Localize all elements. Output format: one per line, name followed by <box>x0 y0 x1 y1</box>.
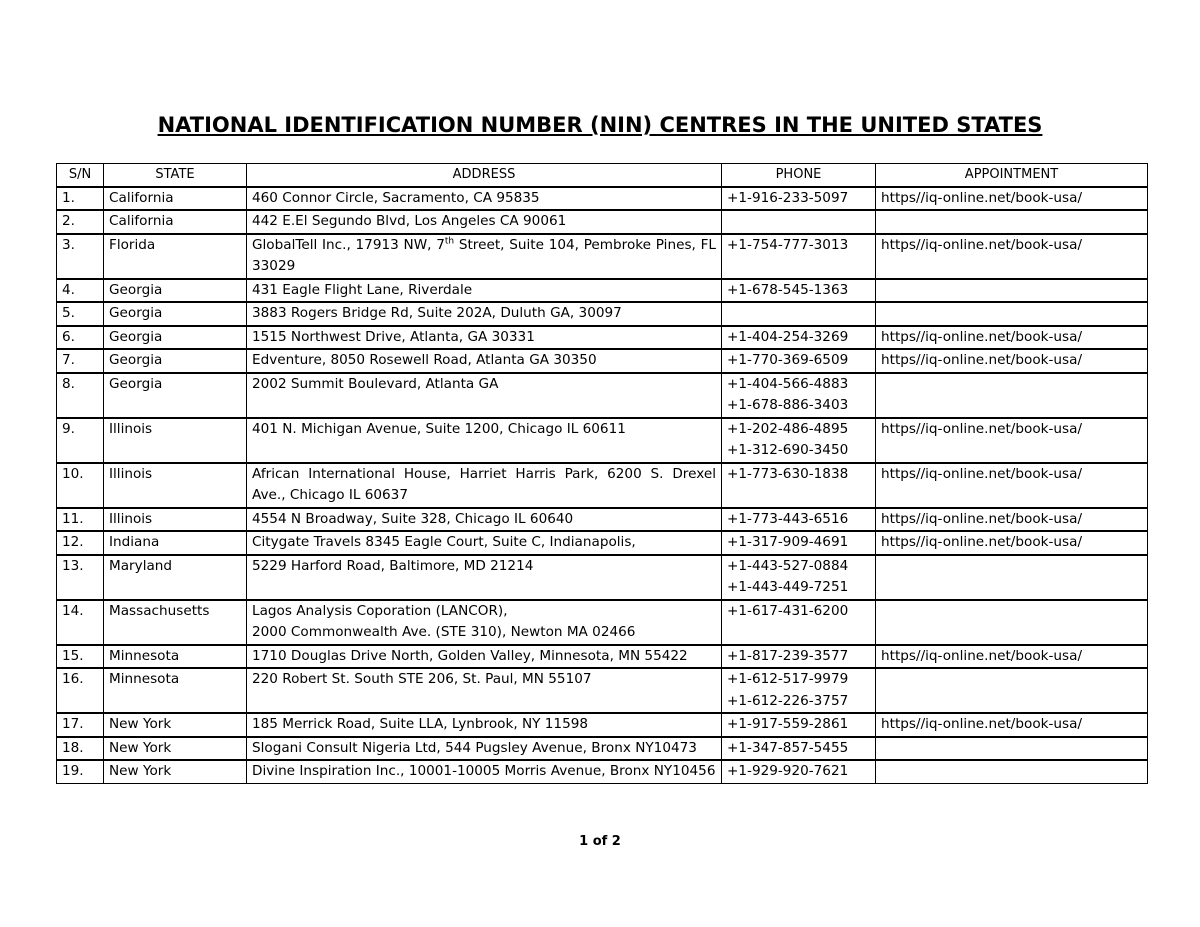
cell-appointment <box>876 531 1148 555</box>
cell-address <box>247 645 722 669</box>
cell-state: Illinois <box>104 508 247 532</box>
cell-phone <box>722 668 876 713</box>
table-row <box>57 349 1148 373</box>
address-line: Slogani Consult Nigeria Ltd, 544 Pugsley Avenue, Bronx NY10473 <box>252 739 697 756</box>
address-line: 220 Robert St. South STE 206, St. Paul, MN 55107 <box>252 671 592 687</box>
cell-phone <box>722 418 876 463</box>
address-line: 431 Eagle Flight Lane, Riverdale <box>252 281 473 298</box>
cell-sn: 1. <box>57 187 104 211</box>
appointment-link[interactable]: https//iq-online.net/book-usa/ <box>881 328 1083 345</box>
cell-address <box>247 187 722 211</box>
header-phone: PHONE <box>722 164 876 187</box>
cell-sn: 18. <box>57 737 104 761</box>
address-line: 401 N. Michigan Avenue, Suite 1200, Chicago IL 60611 <box>252 420 626 437</box>
cell-state: Indiana <box>104 531 247 555</box>
cell-address <box>247 600 722 645</box>
table-row <box>57 302 1148 326</box>
document-title: NATIONAL IDENTIFICATION NUMBER (NIN) CENTRES IN THE UNITED STATES <box>157 113 1043 137</box>
cell-appointment <box>876 279 1148 303</box>
phone-number: +1-404-254-3269 <box>727 328 849 345</box>
cell-appointment <box>876 737 1148 761</box>
phone-number: +1-754-777-3013 <box>727 236 849 253</box>
cell-sn: 16. <box>57 668 104 713</box>
cell-appointment <box>876 645 1148 669</box>
cell-state: Massachusetts <box>104 600 247 645</box>
cell-address <box>247 668 722 713</box>
phone-number: +1-443-527-0884 <box>727 557 849 574</box>
cell-state: Georgia <box>104 349 247 373</box>
phone-number: +1-678-545-1363 <box>727 281 849 298</box>
table-row <box>57 234 1148 279</box>
cell-address <box>247 713 722 737</box>
phone-number: +1-312-690-3450 <box>727 442 849 458</box>
cell-sn: 3. <box>57 234 104 279</box>
cell-sn: 6. <box>57 326 104 350</box>
cell-address <box>247 418 722 463</box>
address-line: Edventure, 8050 Rosewell Road, Atlanta GA 30350 <box>252 352 597 368</box>
table-row <box>57 760 1148 783</box>
cell-address <box>247 463 722 508</box>
address-line: African International House, Harriet Harris Park, 6200 S. Drexel Ave., Chicago IL 60637 <box>252 465 716 503</box>
cell-state: Georgia <box>104 279 247 303</box>
cell-sn: 10. <box>57 463 104 508</box>
header-appointment: APPOINTMENT <box>876 164 1148 187</box>
table-body <box>57 187 1148 784</box>
cell-address <box>247 234 722 279</box>
table-row <box>57 737 1148 761</box>
cell-phone <box>722 234 876 279</box>
table-row <box>57 645 1148 669</box>
cell-phone <box>722 645 876 669</box>
cell-address <box>247 508 722 532</box>
cell-state: California <box>104 187 247 211</box>
cell-sn: 9. <box>57 418 104 463</box>
header-sn: S/N <box>57 164 104 187</box>
address-line: 1710 Douglas Drive North, Golden Valley, Minnesota, MN 55422 <box>252 647 688 664</box>
cell-address <box>247 555 722 600</box>
cell-phone <box>722 463 876 508</box>
phone-number: +1-916-233-5097 <box>727 189 849 206</box>
table-header-row <box>57 164 1148 187</box>
phone-number: +1-612-226-3757 <box>727 692 849 709</box>
cell-appointment <box>876 668 1148 713</box>
table-row <box>57 418 1148 463</box>
address-text: Street, Suite 104, Pembroke Pines, FL 33029 <box>252 236 716 274</box>
phone-number: +1-202-486-4895 <box>727 420 849 437</box>
cell-state: Illinois <box>104 418 247 463</box>
appointment-link[interactable]: https//iq-online.net/book-usa/ <box>881 352 1083 368</box>
cell-sn: 8. <box>57 373 104 418</box>
cell-sn: 11. <box>57 508 104 532</box>
cell-appointment <box>876 508 1148 532</box>
address-line: 2000 Commonwealth Ave. (STE 310), Newton MA 02466 <box>252 624 636 640</box>
phone-number: +1-612-517-9979 <box>727 671 849 687</box>
phone-number: +1-929-920-7621 <box>727 763 849 779</box>
cell-sn: 4. <box>57 279 104 303</box>
cell-phone <box>722 508 876 532</box>
phone-number: +1-617-431-6200 <box>727 602 849 619</box>
header-state: STATE <box>104 164 247 187</box>
address-line: 1515 Northwest Drive, Atlanta, GA 30331 <box>252 328 535 345</box>
cell-phone <box>722 326 876 350</box>
cell-sn: 5. <box>57 302 104 326</box>
cell-phone <box>722 302 876 326</box>
phone-number: +1-404-566-4883 <box>727 375 849 392</box>
address-line: 185 Merrick Road, Suite LLA, Lynbrook, NY 11598 <box>252 716 589 732</box>
cell-sn: 19. <box>57 760 104 783</box>
cell-sn: 14. <box>57 600 104 645</box>
cell-sn: 17. <box>57 713 104 737</box>
appointment-link[interactable]: https//iq-online.net/book-usa/ <box>881 716 1083 732</box>
cell-appointment <box>876 760 1148 783</box>
address-text: GlobalTell Inc., 17913 NW, 7 <box>252 236 445 253</box>
phone-number: +1-443-449-7251 <box>727 579 849 595</box>
cell-address <box>247 737 722 761</box>
appointment-link[interactable]: https//iq-online.net/book-usa/ <box>881 420 1083 437</box>
nin-centres-table <box>56 163 1148 784</box>
cell-appointment <box>876 418 1148 463</box>
cell-appointment <box>876 600 1148 645</box>
cell-phone <box>722 555 876 600</box>
cell-appointment <box>876 373 1148 418</box>
appointment-link[interactable]: https//iq-online.net/book-usa/ <box>881 534 1083 550</box>
table-row <box>57 531 1148 555</box>
cell-state: Illinois <box>104 463 247 508</box>
cell-state: Georgia <box>104 302 247 326</box>
appointment-link[interactable]: https//iq-online.net/book-usa/ <box>881 510 1083 527</box>
cell-state: New York <box>104 713 247 737</box>
cell-state: New York <box>104 760 247 783</box>
cell-phone <box>722 373 876 418</box>
cell-address <box>247 210 722 234</box>
cell-appointment <box>876 713 1148 737</box>
table-row <box>57 555 1148 600</box>
table-row <box>57 210 1148 234</box>
phone-number: +1-917-559-2861 <box>727 716 849 732</box>
table-row <box>57 600 1148 645</box>
address-line: 3883 Rogers Bridge Rd, Suite 202A, Duluth GA, 30097 <box>252 305 622 321</box>
cell-phone <box>722 600 876 645</box>
cell-sn: 15. <box>57 645 104 669</box>
table-row <box>57 508 1148 532</box>
address-line: 460 Connor Circle, Sacramento, CA 95835 <box>252 189 540 206</box>
cell-state: Minnesota <box>104 645 247 669</box>
appointment-link[interactable]: https//iq-online.net/book-usa/ <box>881 189 1083 206</box>
cell-appointment <box>876 234 1148 279</box>
cell-address <box>247 279 722 303</box>
cell-appointment <box>876 349 1148 373</box>
address-line: 4554 N Broadway, Suite 328, Chicago IL 60640 <box>252 510 574 527</box>
cell-phone <box>722 187 876 211</box>
address-line: Citygate Travels 8345 Eagle Court, Suite C, Indianapolis, <box>252 534 636 550</box>
cell-appointment <box>876 555 1148 600</box>
cell-address <box>247 760 722 783</box>
cell-phone <box>722 279 876 303</box>
appointment-link[interactable]: https//iq-online.net/book-usa/ <box>881 236 1083 253</box>
cell-phone <box>722 760 876 783</box>
cell-sn: 7. <box>57 349 104 373</box>
cell-state: Georgia <box>104 326 247 350</box>
cell-address <box>247 302 722 326</box>
page-number: 1 of 2 <box>579 834 621 849</box>
cell-appointment <box>876 210 1148 234</box>
cell-phone <box>722 531 876 555</box>
phone-number: +1-678-886-3403 <box>727 397 849 413</box>
cell-appointment <box>876 187 1148 211</box>
cell-phone <box>722 210 876 234</box>
cell-phone <box>722 737 876 761</box>
table-row <box>57 668 1148 713</box>
address-line: Lagos Analysis Coporation (LANCOR), <box>252 602 508 619</box>
table-row <box>57 326 1148 350</box>
address-line: Divine Inspiration Inc., 10001-10005 Morris Avenue, Bronx NY10456 <box>252 763 716 779</box>
table-row <box>57 373 1148 418</box>
cell-state: Maryland <box>104 555 247 600</box>
table-row <box>57 713 1148 737</box>
cell-state: Florida <box>104 234 247 279</box>
phone-number: +1-347-857-5455 <box>727 739 849 756</box>
cell-state: Minnesota <box>104 668 247 713</box>
cell-address <box>247 373 722 418</box>
cell-sn: 13. <box>57 555 104 600</box>
appointment-link[interactable]: https//iq-online.net/book-usa/ <box>881 465 1083 482</box>
table-row <box>57 279 1148 303</box>
cell-state: New York <box>104 737 247 761</box>
ordinal-suffix: th <box>444 235 455 246</box>
address-line: 442 E.El Segundo Blvd, Los Angeles CA 90061 <box>252 213 567 229</box>
address-line: 2002 Summit Boulevard, Atlanta GA <box>252 375 499 392</box>
cell-phone <box>722 713 876 737</box>
header-address: ADDRESS <box>247 164 722 187</box>
cell-appointment <box>876 302 1148 326</box>
cell-sn: 12. <box>57 531 104 555</box>
phone-number: +1-773-630-1838 <box>727 465 849 482</box>
appointment-link[interactable]: https//iq-online.net/book-usa/ <box>881 647 1083 664</box>
cell-state: Georgia <box>104 373 247 418</box>
table-row <box>57 187 1148 211</box>
cell-address <box>247 326 722 350</box>
address-line: 5229 Harford Road, Baltimore, MD 21214 <box>252 557 534 574</box>
phone-number: +1-773-443-6516 <box>727 510 849 527</box>
cell-address <box>247 531 722 555</box>
cell-appointment <box>876 326 1148 350</box>
table-row <box>57 463 1148 508</box>
phone-number: +1-770-369-6509 <box>727 352 849 368</box>
phone-number: +1-817-239-3577 <box>727 647 849 664</box>
phone-number: +1-317-909-4691 <box>727 534 849 550</box>
cell-sn: 2. <box>57 210 104 234</box>
cell-phone <box>722 349 876 373</box>
cell-state: California <box>104 210 247 234</box>
cell-address <box>247 349 722 373</box>
cell-appointment <box>876 463 1148 508</box>
